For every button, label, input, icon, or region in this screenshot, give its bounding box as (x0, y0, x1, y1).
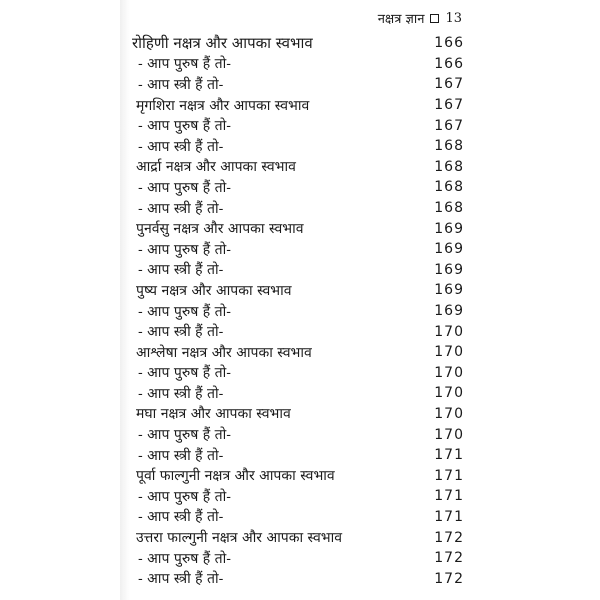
toc-chapter-row (132, 527, 468, 548)
toc-subentry-row (132, 54, 468, 75)
toc-page-number: 166 (434, 55, 464, 72)
square-box-icon (430, 14, 439, 23)
toc-chapter-row (132, 33, 468, 54)
toc-entry-title: - आप स्त्री हैं तो- (138, 324, 224, 341)
toc-entry-title: पुष्य नक्षत्र और आपका स्वभाव (136, 282, 292, 299)
toc-entry-title: - आप पुरुष हैं तो- (138, 427, 231, 444)
toc-chapter-row (132, 280, 468, 301)
toc-chapter-row (132, 404, 468, 425)
page-edge-shadow (120, 0, 130, 600)
running-header (378, 9, 462, 27)
toc-chapter-row (132, 465, 468, 486)
toc-page-number: 172 (434, 529, 464, 546)
toc-chapter-row (132, 218, 468, 239)
toc-subentry-row (132, 383, 468, 404)
toc-entry-title: - आप पुरुष हैं तो- (138, 241, 231, 258)
toc-entry-title: आर्द्रा नक्षत्र और आपका स्वभाव (136, 159, 296, 176)
toc-page-number: 168 (434, 158, 464, 175)
page-number: 13 (445, 10, 462, 26)
toc-entry-title: - आप स्त्री हैं तो- (138, 509, 224, 526)
toc-chapter-row (132, 95, 468, 116)
toc-chapter-row (132, 157, 468, 178)
toc-entry-title: - आप स्त्री हैं तो- (138, 447, 224, 464)
toc-entry-title: मृगशिरा नक्षत्र और आपका स्वभाव (136, 97, 310, 114)
toc-subentry-row (132, 445, 468, 466)
toc-entry-title: - आप स्त्री हैं तो- (138, 200, 224, 217)
toc-entry-title: उत्तरा फाल्गुनी नक्षत्र और आपका स्वभाव (136, 530, 343, 547)
toc-page-number: 166 (434, 35, 464, 52)
toc-subentry-row (132, 486, 468, 507)
toc-entry-title: - आप पुरुष हैं तो- (138, 118, 231, 135)
toc-page-number: 171 (434, 508, 464, 525)
toc-page-number: 170 (434, 426, 464, 443)
toc-page-number: 169 (434, 220, 464, 237)
toc-page-number: 170 (434, 385, 464, 402)
toc-entry-title: - आप पुरुष हैं तो- (138, 550, 231, 567)
toc-entry-title: - आप पुरुष हैं तो- (138, 179, 231, 196)
toc-page-number: 171 (434, 467, 464, 484)
toc-entry-title: - आप पुरुष हैं तो- (138, 303, 231, 320)
toc-subentry-row (132, 363, 468, 384)
toc-subentry-row (132, 568, 468, 589)
toc-entry-title: - आप स्त्री हैं तो- (138, 385, 224, 402)
toc-page-number: 170 (434, 323, 464, 340)
toc-subentry-row (132, 136, 468, 157)
toc-page-number: 167 (434, 97, 464, 114)
toc-page-number: 170 (434, 364, 464, 381)
toc-subentry-row (132, 301, 468, 322)
toc-subentry-row (132, 115, 468, 136)
toc-page-number: 167 (434, 76, 464, 93)
toc-page-number: 170 (434, 405, 464, 422)
toc-entry-title: - आप पुरुष हैं तो- (138, 488, 231, 505)
toc-entry-title: - आप पुरुष हैं तो- (138, 56, 231, 73)
toc-page-number: 168 (434, 179, 464, 196)
toc-page-number: 169 (434, 282, 464, 299)
toc-entry-title: पुनर्वसु नक्षत्र और आपका स्वभाव (136, 221, 304, 238)
toc-subentry-row (132, 198, 468, 219)
toc-subentry-row (132, 321, 468, 342)
toc-page-number: 172 (434, 570, 464, 587)
toc-entry-title: आश्लेषा नक्षत्र और आपका स्वभाव (136, 344, 312, 361)
toc-subentry-row (132, 424, 468, 445)
toc-entry-title: पूर्वा फाल्गुनी नक्षत्र और आपका स्वभाव (136, 468, 335, 485)
toc-subentry-row (132, 239, 468, 260)
toc-entry-title: रोहिणी नक्षत्र और आपका स्वभाव (132, 34, 313, 53)
table-of-contents (132, 33, 468, 589)
toc-entry-title: - आप स्त्री हैं तो- (138, 262, 224, 279)
toc-page-number: 167 (434, 117, 464, 134)
toc-subentry-row (132, 177, 468, 198)
toc-page-number: 169 (434, 261, 464, 278)
toc-chapter-row (132, 342, 468, 363)
toc-subentry-row (132, 548, 468, 569)
toc-page-number: 172 (434, 550, 464, 567)
toc-entry-title: - आप स्त्री हैं तो- (138, 76, 224, 93)
toc-page-number: 169 (434, 303, 464, 320)
toc-page-number: 171 (434, 488, 464, 505)
toc-page-number: 169 (434, 241, 464, 258)
toc-page-number: 168 (434, 138, 464, 155)
toc-subentry-row (132, 74, 468, 95)
toc-entry-title: मघा नक्षत्र और आपका स्वभाव (136, 406, 291, 423)
toc-page-number: 171 (434, 447, 464, 464)
toc-page-number: 168 (434, 200, 464, 217)
toc-entry-title: - आप पुरुष हैं तो- (138, 365, 231, 382)
toc-subentry-row (132, 260, 468, 281)
book-title: नक्षत्र ज्ञान (377, 12, 425, 27)
toc-entry-title: - आप स्त्री हैं तो- (138, 571, 224, 588)
toc-subentry-row (132, 507, 468, 528)
toc-entry-title: - आप स्त्री हैं तो- (138, 138, 224, 155)
toc-page-number: 170 (434, 344, 464, 361)
